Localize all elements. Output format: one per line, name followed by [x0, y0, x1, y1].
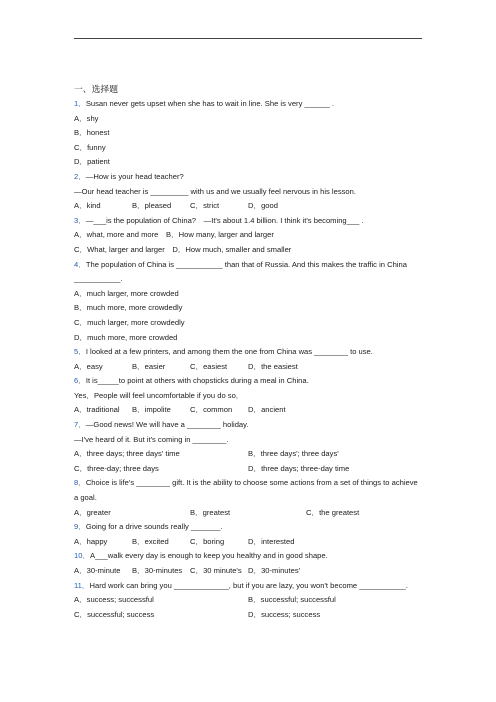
option-d: D．ancient [248, 405, 286, 415]
option-a: A．30-minute [74, 566, 121, 575]
question-number: 7． [74, 420, 86, 430]
question-text-line: —Our head teacher is _________ with us and we usually feel nervous in his lesson. [74, 186, 356, 196]
option-b: B．30-minutes [132, 566, 183, 575]
option-a: A．happy [74, 536, 108, 546]
question-8 [74, 476, 422, 505]
option-d: D．interested [248, 536, 295, 546]
option-a: A．kind [74, 201, 101, 211]
question-number: 9． [74, 522, 86, 532]
question-11 [74, 579, 422, 594]
option-c: C．boring [190, 536, 225, 546]
options-row [74, 447, 422, 462]
option-d: D．patient [74, 157, 110, 167]
option-b: B．excited [132, 536, 169, 546]
option-d: D．the easiest [248, 361, 298, 371]
question-3 [74, 214, 422, 229]
question-number: 3． [74, 215, 86, 225]
option-c: C．much larger, more crowdedly [74, 317, 185, 327]
question-number: 6． [74, 376, 86, 386]
header-rule [74, 38, 422, 39]
options-row [74, 360, 422, 375]
question-text-line: —I've heard of it. But it's coming in ________. [74, 434, 229, 444]
option-a: A．traditional [74, 405, 120, 415]
option-d: D．success; success [248, 609, 321, 619]
option-d: D．30-minutes' [248, 566, 301, 575]
question-7 [74, 418, 422, 433]
question-text: —Good news! We will have a ________ holiday. [85, 420, 249, 430]
question-text: Hard work can bring you _____________, but if you are lazy, you won't become ___________. [89, 580, 408, 590]
option-b: B．much more, more crowdedly [74, 303, 183, 313]
option-a: A．easy [74, 361, 103, 371]
question-5 [74, 345, 422, 360]
options-line: C．What, larger and larger D．How much, smaller and smaller [74, 244, 292, 254]
option-b: B．pleased [132, 201, 172, 211]
question-number: 4． [74, 259, 86, 269]
options-row [74, 199, 422, 214]
question-4 [74, 258, 422, 287]
exam-content [74, 83, 422, 622]
options-row [74, 535, 422, 550]
option-b: B．easier [132, 361, 166, 371]
question-text: Going for a drive sounds really _______. [85, 522, 223, 532]
option-c: C．easiest [190, 361, 228, 371]
options-row [74, 564, 422, 579]
option-a: A．shy [74, 113, 99, 123]
options-row [74, 462, 422, 477]
question-text: The population of China is ___________ than that of Russia. And this makes the traffic in China ___________. [74, 259, 407, 284]
question-10 [74, 549, 422, 564]
option-d: D．good [248, 201, 278, 211]
option-a: A．success; successful [74, 595, 154, 605]
question-text: I looked at a few printers, and among them the one from China was ________ to use. [85, 347, 373, 357]
section-title: 一、选择题 [74, 84, 118, 94]
question-number: 5． [74, 347, 86, 357]
question-number: 2． [74, 171, 86, 181]
option-c: C．successful; success [74, 609, 155, 619]
question-text: —How is your head teacher? [85, 171, 184, 181]
option-c: C．the greatest [306, 507, 360, 517]
question-number: 8． [74, 478, 86, 488]
question-number: 10． [74, 551, 91, 561]
option-c: C．strict [190, 201, 220, 211]
option-c: C．30 minute's [190, 566, 242, 575]
option-b: B．impolite [132, 405, 171, 415]
question-number: 1． [74, 99, 86, 108]
option-b: B．successful; successful [248, 595, 336, 605]
options-row [74, 506, 422, 521]
option-b: B．greatest [190, 507, 231, 517]
question-text: Choice is life's ________ gift. It is the ability to choose some actions from a set of things to achieve a goal. [74, 478, 418, 503]
question-text: —___is the population of China? —It's about 1.4 billion. I think it's becoming___ . [85, 215, 364, 225]
option-a: A．much larger, more crowded [74, 288, 179, 298]
option-d: D．three days; three-day time [248, 463, 350, 473]
option-a: A．greater [74, 507, 111, 517]
question-9 [74, 520, 422, 535]
option-d: D．much more, more crowded [74, 332, 178, 342]
options-row [74, 608, 422, 623]
question-text: Susan never gets upset when she has to wait in line. She is very ______ . [85, 99, 335, 108]
options-line: A．what, more and more B．How many, larger and larger [74, 230, 274, 240]
question-text: A___walk every day is enough to keep you healthy and in good shape. [90, 551, 328, 561]
question-number: 11． [74, 580, 90, 590]
option-a: A．three days; three days' time [74, 449, 180, 459]
question-text: It is_____to point at others with chopsticks during a meal in China. [85, 376, 309, 386]
options-row [74, 593, 422, 608]
option-b: B．three days'; three days' [248, 449, 339, 459]
question-text-line: Yes．People will feel uncomfortable if you do so． [74, 390, 244, 400]
question-6 [74, 374, 422, 389]
options-row [74, 403, 422, 418]
question-2 [74, 170, 422, 185]
option-b: B．honest [74, 128, 110, 138]
option-c: C．three-day; three days [74, 463, 159, 473]
question-1 [74, 97, 422, 112]
option-c: C．common [190, 405, 233, 415]
option-c: C．funny [74, 142, 106, 152]
